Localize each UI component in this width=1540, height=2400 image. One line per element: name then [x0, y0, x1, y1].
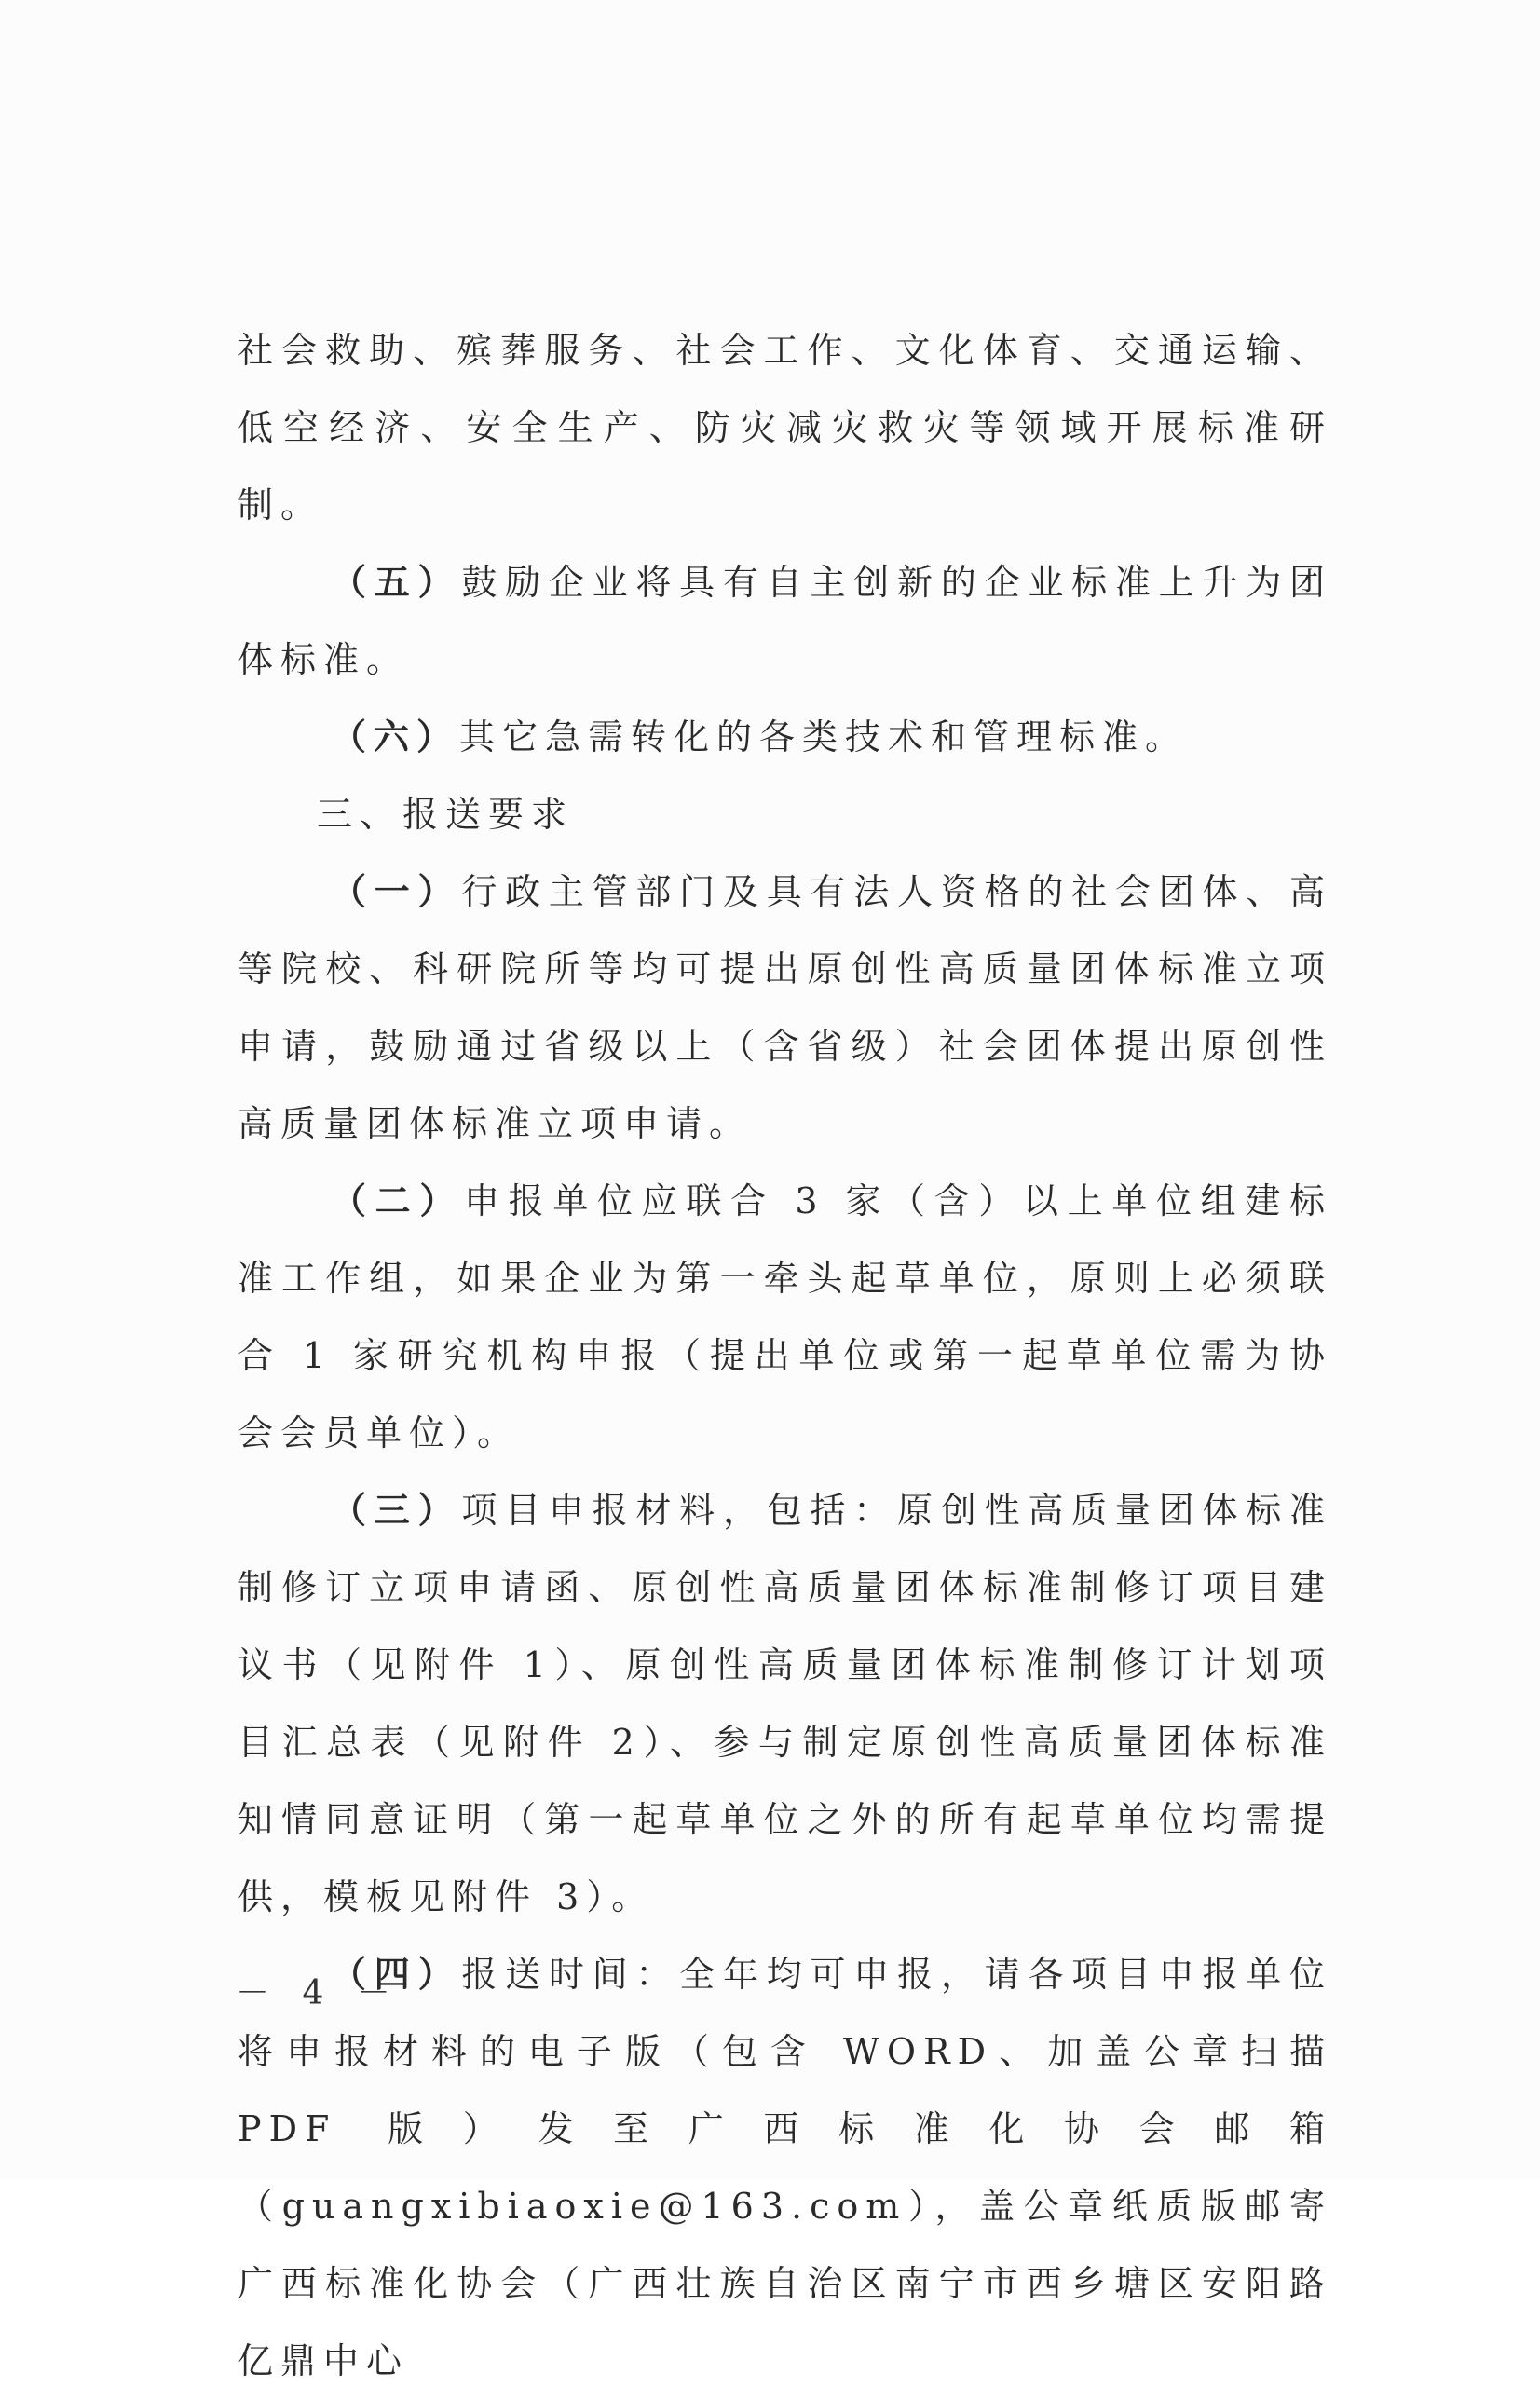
item-marker: （二）	[331, 1180, 464, 1221]
requirement-text: 申报单位应联合 3 家（含）以上单位组建标准工作组，如果企业为第一牵头起草单位，原则上必须联合 1 家研究机构申报（提出单位或第一起草单位需为协会会员单位）。	[238, 1180, 1332, 1453]
paragraph-text: 鼓励企业将具有自主创新的企业标准上升为团体标准。	[238, 562, 1332, 680]
paragraph-item-six	[238, 699, 1332, 776]
requirement-item-two	[238, 1163, 1332, 1472]
item-marker: （三）	[331, 1490, 462, 1531]
requirement-text: 报送时间：全年均可申报，请各项目申报单位将申报材料的电子版（包含 WORD、加盖公章扫描 PDF 版）发至广西标准化协会邮箱（guangxibiaoxie@163.com），盖公章纸质版邮寄广西标准化协会（广西壮族自治区南宁市西乡塘区安阳路亿鼎中心	[238, 1954, 1332, 2381]
item-marker: （六）	[331, 716, 460, 757]
requirement-item-four	[238, 1936, 1332, 2400]
page-number: － 4 －	[236, 1974, 402, 2012]
item-marker: （一）	[331, 871, 462, 912]
paragraph-text: 其它急需转化的各类技术和管理标准。	[459, 716, 1189, 757]
paragraph-item-five	[238, 544, 1332, 699]
paragraph-text: 社会救助、殡葬服务、社会工作、文化体育、交通运输、低空经济、安全生产、防灾减灾救灾等领域开展标准研制。	[238, 330, 1332, 525]
requirement-item-three	[238, 1472, 1332, 1936]
item-marker: （四）	[331, 1954, 462, 1995]
requirement-text: 项目申报材料，包括：原创性高质量团体标准制修订立项申请函、原创性高质量团体标准制修订项目建议书（见附件 1）、原创性高质量团体标准制修订计划项目汇总表（见附件 2）、参与制定原创性高质量团体标准知情同意证明（第一起草单位之外的所有起草单位均需提供，模板见附件 3）。	[238, 1490, 1332, 1917]
paragraph-continuation	[238, 312, 1332, 544]
item-marker: （五）	[331, 562, 462, 603]
section-heading: 三、报送要求	[317, 794, 575, 835]
document-body	[238, 312, 1332, 2400]
requirement-item-one	[238, 853, 1332, 1163]
requirement-text: 行政主管部门及具有法人资格的社会团体、高等院校、科研院所等均可提出原创性高质量团体标准立项申请，鼓励通过省级以上（含省级）社会团体提出原创性高质量团体标准立项申请。	[238, 871, 1332, 1144]
